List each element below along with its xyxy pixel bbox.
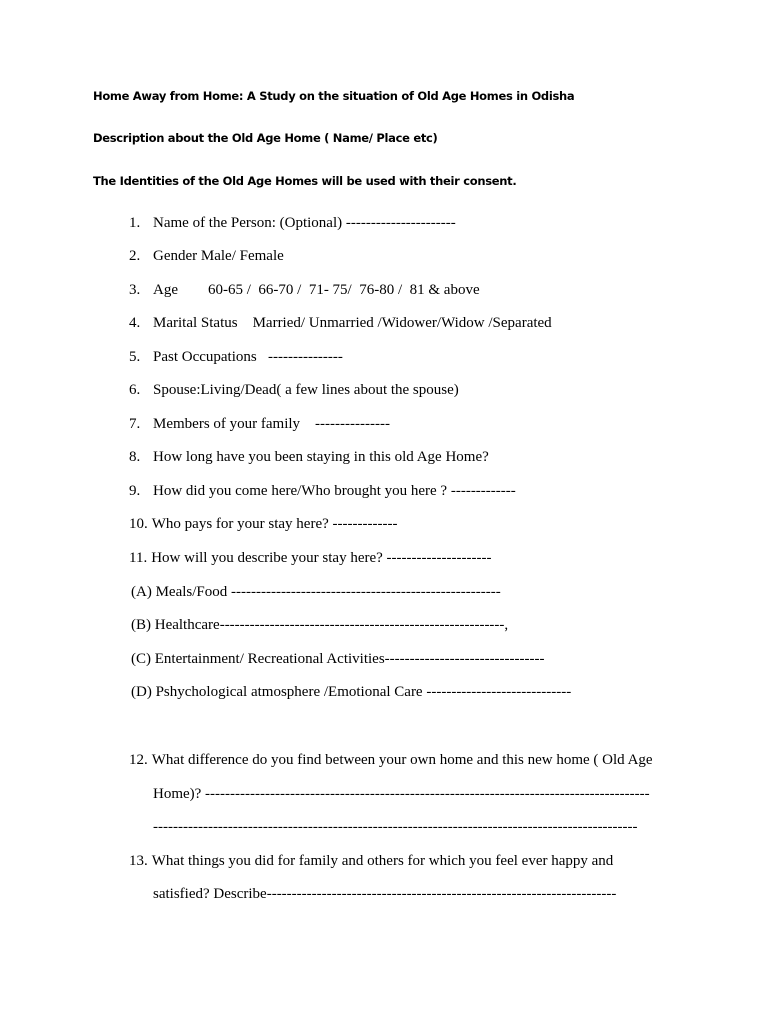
subitem-entertainment: (C) Entertainment/ Recreational Activities-------------------------------- [131,651,545,667]
question-number: 6. [129,382,141,398]
question-8 [129,449,489,466]
subitem-meals: (A) Meals/Food ------------------------------------------------------ [131,584,501,600]
question-4 [129,315,552,332]
question-text: Who pays for your stay here? ------------- [151,516,398,532]
question-number: 11. [129,550,148,566]
consent-note: The Identities of the Old Age Homes will be used with their consent. [93,174,517,188]
question-7 [129,416,390,433]
question-12-answer-line: ------------------------------------------------------------------------------------------------- [153,819,638,835]
question-number: 12. [129,752,148,768]
question-number: 2. [129,248,141,264]
question-13 [129,853,613,870]
question-number: 1. [129,215,141,231]
question-text: Name of the Person: (Optional) ---------------------- [153,215,456,231]
question-text: How will you describe your stay here? --------------------- [151,550,492,566]
question-text: What things you did for family and others for which you feel ever happy and [151,853,614,869]
question-11 [129,550,491,567]
document-subtitle: Description about the Old Age Home ( Name/ Place etc) [93,131,438,145]
question-10 [129,516,397,533]
question-text: What difference do you find between your own home and this new home ( Old Age [151,752,653,768]
question-number: 8. [129,449,141,465]
question-number: 5. [129,349,141,365]
question-text: Past Occupations --------------- [153,349,343,365]
question-12 [129,752,653,769]
question-text: Spouse:Living/Dead( a few lines about the spouse) [153,382,459,398]
question-text: Marital Status Married/ Unmarried /Widower/Widow /Separated [153,315,552,331]
question-text: How did you come here/Who brought you here ? ------------- [153,483,516,499]
subitem-emotional-care: (D) Pshychological atmosphere /Emotional Care ----------------------------- [131,684,572,700]
question-text: Age 60-65 / 66-70 / 71- 75/ 76-80 / 81 & above [153,282,480,298]
question-5 [129,349,343,366]
question-number: 4. [129,315,141,331]
question-text: Members of your family --------------- [153,416,390,432]
question-13-continuation: satisfied? Describe---------------------------------------------------------------------- [153,886,617,902]
question-number: 3. [129,282,141,298]
question-12-continuation: Home)? ----------------------------------------------------------------------------------------- [153,786,650,802]
question-2 [129,248,284,265]
document-title: Home Away from Home: A Study on the situation of Old Age Homes in Odisha [93,89,575,103]
question-9 [129,483,516,500]
question-number: 10. [129,516,148,532]
subitem-healthcare: (B) Healthcare---------------------------------------------------------, [131,617,509,633]
question-number: 13. [129,853,148,869]
question-6 [129,382,459,399]
question-text: How long have you been staying in this old Age Home? [153,449,489,465]
question-3 [129,282,480,299]
question-number: 9. [129,483,141,499]
question-number: 7. [129,416,141,432]
question-text: Gender Male/ Female [153,248,284,264]
question-1 [129,215,456,232]
